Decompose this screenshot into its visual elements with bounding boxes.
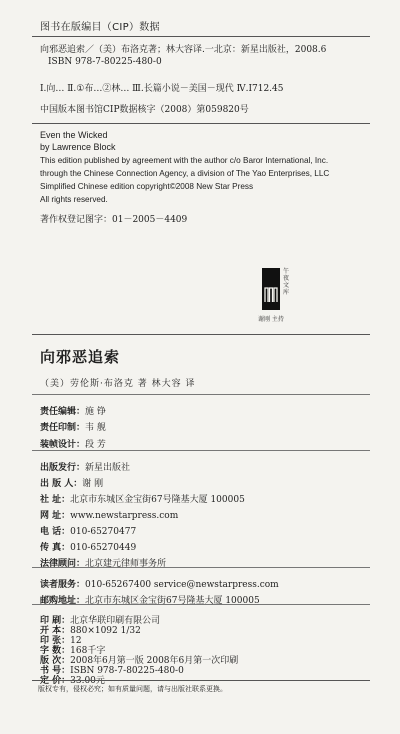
divider xyxy=(32,334,370,335)
divider xyxy=(32,604,370,605)
printing-label: 书 号： xyxy=(40,666,71,676)
divider xyxy=(32,394,370,395)
reader-label: 邮购地址： xyxy=(40,596,86,606)
publisher-label: 出版发行： xyxy=(40,463,86,473)
english-line: All rights reserved. xyxy=(40,195,108,204)
logo-side-text: 午夜文库 xyxy=(283,268,290,296)
printing-value: 12 xyxy=(70,636,82,646)
author-line: （美）劳伦斯·布洛克 著 林大容 译 xyxy=(40,379,196,389)
english-title: Even the Wicked xyxy=(40,130,108,140)
publisher-value: 010-65270477 xyxy=(70,527,137,537)
english-line: This edition published by agreement with the author c/o Baror International, Inc. xyxy=(40,156,329,165)
logo-caption: 谢刚 主持 xyxy=(258,316,284,323)
publisher-value: 北京市东城区金宝街67号隆基大厦 100005 xyxy=(70,495,245,505)
publisher-value: 010-65270449 xyxy=(70,543,137,553)
editor-label: 责任编辑： xyxy=(40,407,86,417)
editor-label: 装帧设计： xyxy=(40,440,86,450)
reader-value: 010-65267400 service@newstarpress.com xyxy=(85,580,279,590)
publisher-value: www.newstarpress.com xyxy=(70,511,179,521)
printing-value: 33.00元 xyxy=(70,676,105,686)
reader-label: 读者服务： xyxy=(40,580,86,590)
divider xyxy=(32,123,370,124)
printing-value: 2008年6月第一版 2008年6月第一次印刷 xyxy=(70,656,239,666)
printing-label: 版 次： xyxy=(40,656,71,666)
editor-value: 施 铮 xyxy=(85,407,106,417)
editor-label: 责任印制： xyxy=(40,423,86,433)
cip-line-4: 中国版本图书馆CIP数据核字（2008）第059820号 xyxy=(40,105,249,115)
cip-line-1: 向邪恶追索／（美）布洛克著；林大容译.一北京：新星出版社，2008.6 xyxy=(40,45,327,55)
copyright-registration: 著作权登记图字：01－2005－4409 xyxy=(40,215,188,225)
divider xyxy=(32,450,370,451)
english-author: by Lawrence Block xyxy=(40,142,116,152)
printing-value: 168千字 xyxy=(70,646,106,656)
editor-value: 段 芳 xyxy=(85,440,106,450)
publisher-label: 网 址： xyxy=(40,511,71,521)
printing-label: 开 本： xyxy=(40,626,71,636)
footer-note: 版权专有，侵权必究；如有质量问题，请与出版社联系更换。 xyxy=(38,685,227,693)
divider xyxy=(32,680,370,681)
printing-label: 印 张： xyxy=(40,636,71,646)
publisher-value: 新星出版社 xyxy=(85,463,131,473)
editor-row xyxy=(40,432,106,451)
printing-value: 北京华联印刷有限公司 xyxy=(70,616,161,626)
english-line: Simplified Chinese edition copyright©2008 New Star Press xyxy=(40,182,254,191)
publisher-label: 法律顾问： xyxy=(40,559,86,569)
english-line: through the Chinese Connection Agency, a division of The Yao Enterprises, LLC xyxy=(40,169,330,178)
divider xyxy=(32,36,370,37)
printing-value: ISBN 978-7-80225-480-0 xyxy=(70,666,184,676)
printing-label: 定 价： xyxy=(40,676,71,686)
cip-line-2: ISBN 978-7-80225-480-0 xyxy=(48,57,162,67)
cip-heading: 图书在版编目（CIP）数据 xyxy=(40,22,160,33)
reader-value: 北京市东城区金宝街67号隆基大厦 100005 xyxy=(85,596,260,606)
printing-label: 字 数： xyxy=(40,646,71,656)
publisher-label: 出 版 人： xyxy=(40,479,83,489)
publisher-label: 电 话： xyxy=(40,527,71,537)
editor-value: 韦 舰 xyxy=(85,423,106,433)
publisher-logo xyxy=(262,268,280,310)
publisher-value: 谢 刚 xyxy=(82,479,104,489)
cip-line-3: Ⅰ.向… Ⅱ.①布…②林… Ⅲ.长篇小说－美国－现代 Ⅳ.I712.45 xyxy=(40,84,284,94)
printing-label: 印 刷： xyxy=(40,616,71,626)
publisher-value: 北京建元律师事务所 xyxy=(85,559,167,569)
printing-value: 880×1092 1/32 xyxy=(70,626,141,636)
book-title: 向邪恶追索 xyxy=(40,348,121,366)
publisher-label: 传 真： xyxy=(40,543,71,553)
publisher-label: 社 址： xyxy=(40,495,71,505)
divider xyxy=(32,567,370,568)
